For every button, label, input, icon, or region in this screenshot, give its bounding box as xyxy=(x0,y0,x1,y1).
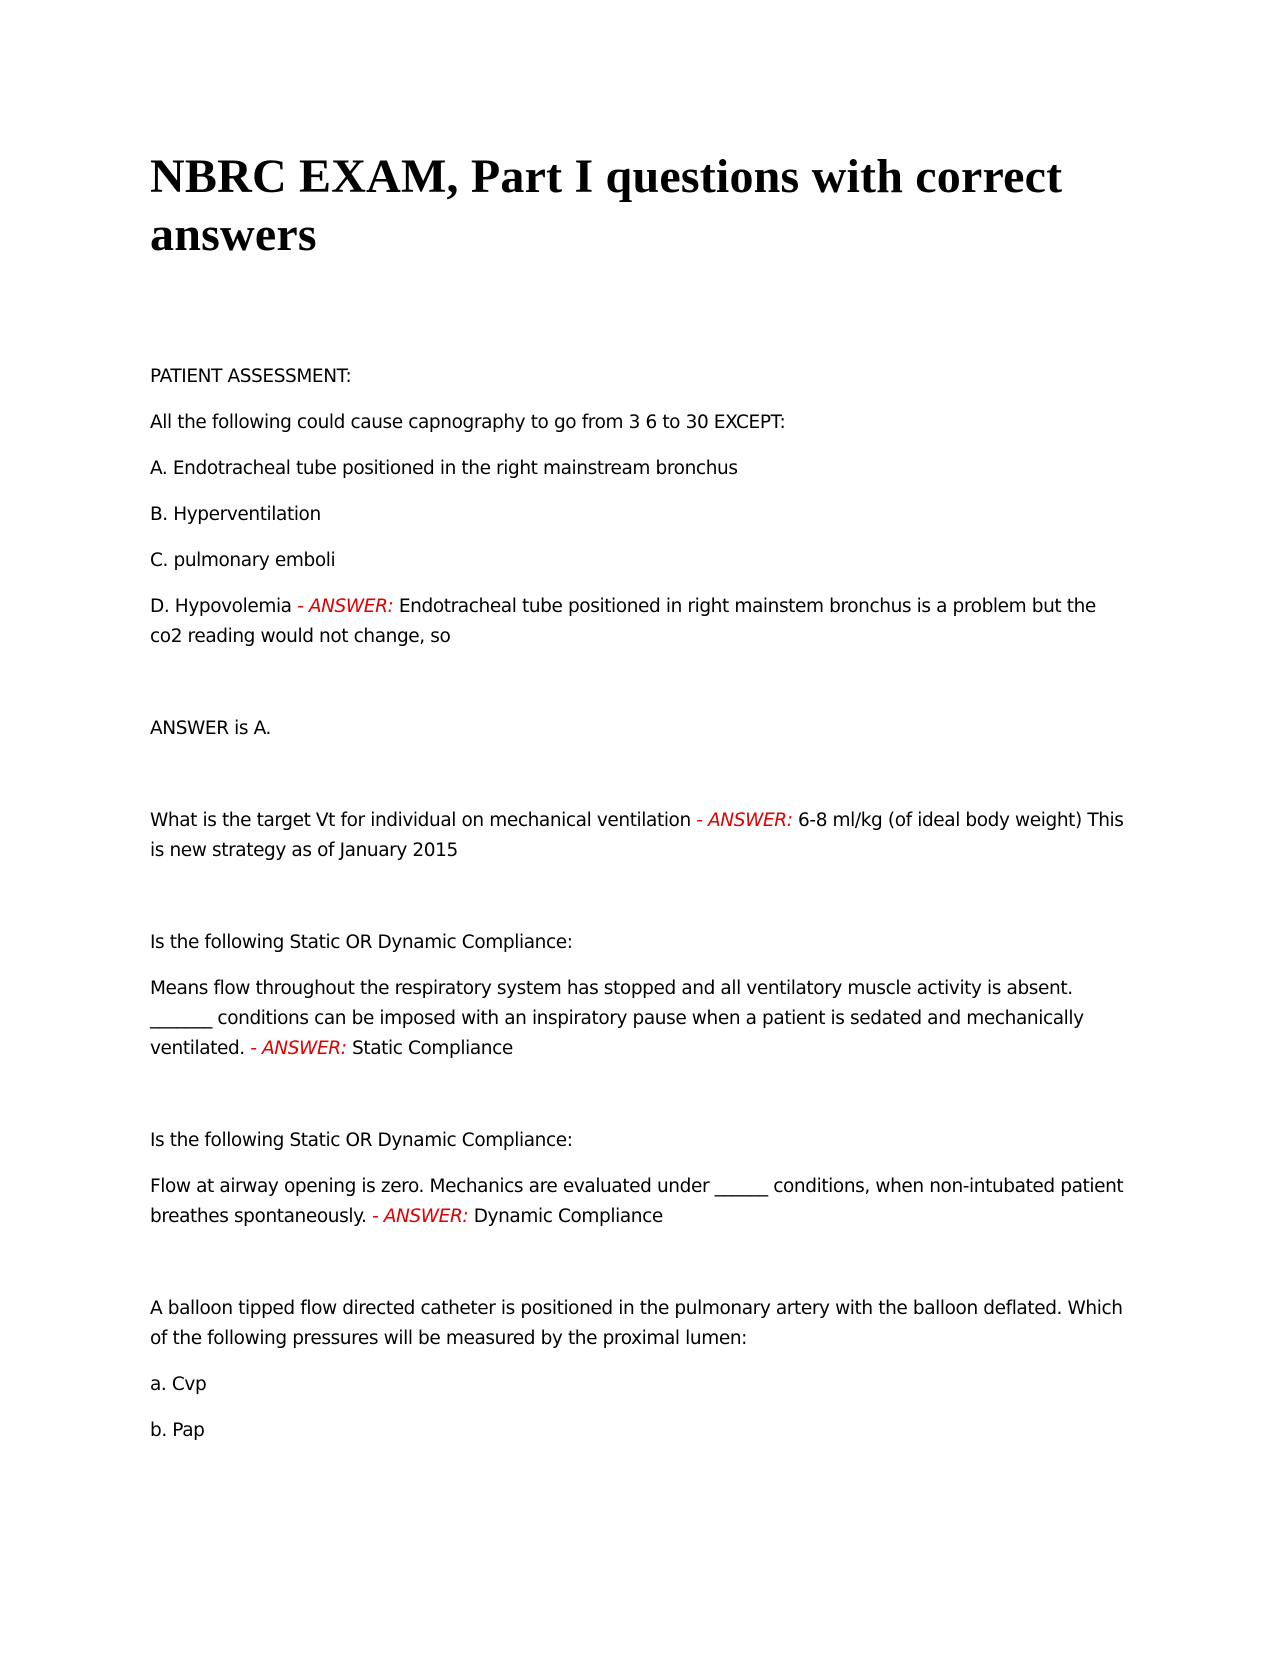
option-a: A. Endotracheal tube positioned in the right mainstream bronchus xyxy=(150,458,738,479)
answer-statement: ANSWER is A. xyxy=(150,718,272,739)
question-text: A balloon tipped flow directed catheter is positioned in the pulmonary artery with the balloon deflated. Which of the following pressures will be measured by the proximal lumen: xyxy=(150,1298,1123,1349)
option-b: B. Hyperventilation xyxy=(150,504,321,525)
answer-marker: - ANSWER: xyxy=(371,1206,469,1227)
document-content xyxy=(150,148,1130,1462)
question-text: Flow at airway opening is zero. Mechanics are evaluated under ______ conditions, when non-intubated patient breathes spontaneously. xyxy=(150,1176,1124,1227)
question-with-answer xyxy=(150,1172,1130,1232)
option-d-with-answer xyxy=(150,592,1130,652)
answer-text: 6-8 ml/kg (of ideal body weight) This is new strategy as of January 2015 xyxy=(150,810,1124,861)
answer-marker: - ANSWER: xyxy=(297,596,394,617)
option-a: a. Cvp xyxy=(150,1374,207,1395)
option-c: C. pulmonary emboli xyxy=(150,550,336,571)
answer-text: Endotracheal tube positioned in right mainstem bronchus is a problem but the co2 reading would not change, so xyxy=(150,596,1096,647)
answer-marker: - ANSWER: xyxy=(696,810,793,831)
question-text: What is the target Vt for individual on mechanical ventilation xyxy=(150,810,697,831)
answer-text: Dynamic Compliance xyxy=(468,1206,663,1227)
question-text: Is the following Static OR Dynamic Compliance: xyxy=(150,1130,573,1151)
document-title: NBRC EXAM, Part I questions with correct answers xyxy=(150,150,1063,261)
section-heading: PATIENT ASSESSMENT: xyxy=(150,366,352,387)
question-text: Means flow throughout the respiratory system has stopped and all ventilatory muscle activity is absent. _______ conditions can be imposed with an inspiratory pause when a patient is sedated and mechanically ventilated. xyxy=(150,978,1084,1059)
option-b: b. Pap xyxy=(150,1420,205,1441)
option-d-text: D. Hypovolemia xyxy=(150,596,298,617)
answer-marker: - ANSWER: xyxy=(250,1038,347,1059)
question-text: All the following could cause capnography to go from 3 6 to 30 EXCEPT: xyxy=(150,412,786,433)
question-with-answer xyxy=(150,974,1130,1064)
question-text: Is the following Static OR Dynamic Compliance: xyxy=(150,932,573,953)
answer-text: Static Compliance xyxy=(346,1038,513,1059)
question-with-answer xyxy=(150,806,1130,866)
